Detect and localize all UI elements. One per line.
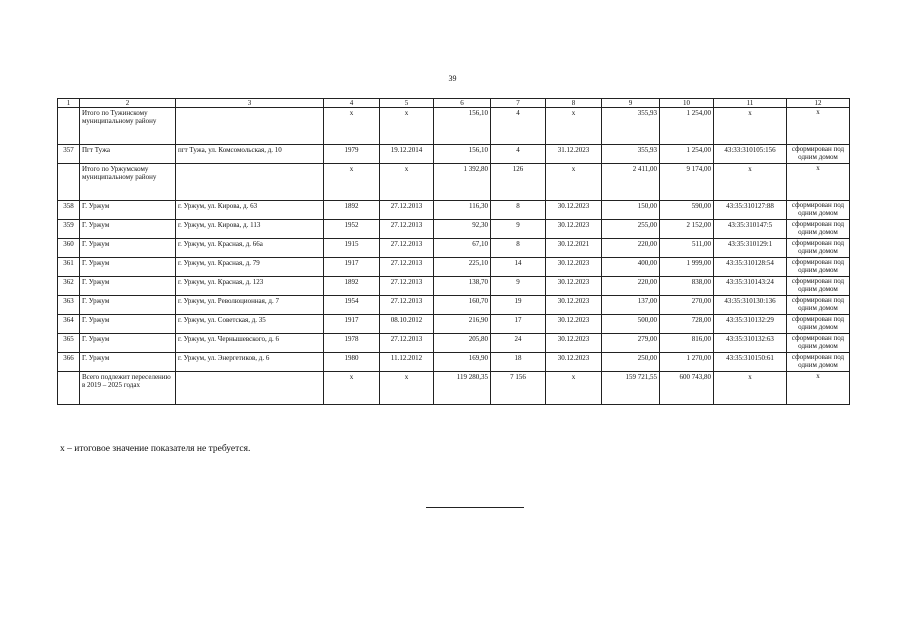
- table-cell: 2 152,00: [660, 220, 714, 239]
- table-cell: 355,93: [602, 145, 660, 164]
- column-number: 2: [80, 99, 176, 108]
- table-cell: 11.12.2012: [380, 353, 434, 372]
- table-row: [58, 220, 850, 239]
- table-cell: 4: [491, 145, 546, 164]
- table-cell: 838,00: [660, 277, 714, 296]
- table-cell: 30.12.2023: [546, 220, 602, 239]
- table-cell: 19.12.2014: [380, 145, 434, 164]
- table-cell: Итого по Тужинскому муниципальному району: [80, 108, 176, 145]
- table-cell: 30.12.2023: [546, 334, 602, 353]
- table-cell: 17: [491, 315, 546, 334]
- table-cell: х: [546, 372, 602, 405]
- table-cell: сформирован под одним домом: [787, 353, 850, 372]
- table-cell: 92,30: [434, 220, 491, 239]
- table-cell: [58, 164, 80, 201]
- table-cell: х: [380, 108, 434, 145]
- table-cell: г. Уржум, ул. Чернышевского, д. 6: [176, 334, 324, 353]
- table-cell: 43:35:310143:24: [714, 277, 787, 296]
- table-cell: 500,00: [602, 315, 660, 334]
- table-cell: [58, 108, 80, 145]
- table-cell: г. Уржум, ул. Энергетиков, д. 6: [176, 353, 324, 372]
- table-cell: 366: [58, 353, 80, 372]
- table-cell: Г. Уржум: [80, 334, 176, 353]
- table-cell: 220,00: [602, 277, 660, 296]
- table-cell: 8: [491, 239, 546, 258]
- table-cell: сформирован под одним домом: [787, 220, 850, 239]
- column-number: 4: [324, 99, 380, 108]
- table-cell: г. Уржум, ул. Кирова, д. 113: [176, 220, 324, 239]
- table-cell: 1892: [324, 277, 380, 296]
- table-cell: 361: [58, 258, 80, 277]
- table-cell: 364: [58, 315, 80, 334]
- table-cell: 138,70: [434, 277, 491, 296]
- table-cell: сформирован под одним домом: [787, 315, 850, 334]
- table-cell: 43:35:310128:54: [714, 258, 787, 277]
- table-cell: 18: [491, 353, 546, 372]
- column-number: 11: [714, 99, 787, 108]
- table-cell: 156,10: [434, 108, 491, 145]
- table-cell: 19: [491, 296, 546, 315]
- table-cell: сформирован под одним домом: [787, 145, 850, 164]
- table-cell: х: [546, 164, 602, 201]
- table-cell: 30.12.2023: [546, 315, 602, 334]
- table-cell: 360: [58, 239, 80, 258]
- table-cell: сформирован под одним домом: [787, 201, 850, 220]
- table-cell: 1915: [324, 239, 380, 258]
- table-cell: х: [787, 164, 850, 201]
- table-cell: [176, 164, 324, 201]
- table-cell: Пгт Тужа: [80, 145, 176, 164]
- table-cell: Г. Уржум: [80, 315, 176, 334]
- table-cell: х: [714, 372, 787, 405]
- table-cell: х: [714, 164, 787, 201]
- table-cell: сформирован под одним домом: [787, 296, 850, 315]
- table-row: [58, 353, 850, 372]
- table-row: [58, 239, 850, 258]
- table-cell: 511,00: [660, 239, 714, 258]
- footnote: х – итоговое значение показателя не требуется.: [60, 444, 251, 454]
- table-cell: 30.12.2023: [546, 277, 602, 296]
- table-cell: 159 721,55: [602, 372, 660, 405]
- table-cell: сформирован под одним домом: [787, 258, 850, 277]
- table-cell: Г. Уржум: [80, 201, 176, 220]
- table-cell: 137,00: [602, 296, 660, 315]
- table-cell: 1954: [324, 296, 380, 315]
- table-cell: 116,30: [434, 201, 491, 220]
- column-number: 3: [176, 99, 324, 108]
- table-cell: Итого по Уржумскому муниципальному району: [80, 164, 176, 201]
- column-number: 6: [434, 99, 491, 108]
- table-cell: 357: [58, 145, 80, 164]
- table-cell: г. Уржум, ул. Советская, д. 35: [176, 315, 324, 334]
- table-cell: 31.12.2023: [546, 145, 602, 164]
- column-number: 1: [58, 99, 80, 108]
- table-cell: 169,90: [434, 353, 491, 372]
- table-cell: 126: [491, 164, 546, 201]
- table-cell: 1892: [324, 201, 380, 220]
- column-number: 7: [491, 99, 546, 108]
- table-cell: 362: [58, 277, 80, 296]
- table-cell: 359: [58, 220, 80, 239]
- table-cell: х: [324, 108, 380, 145]
- table-cell: г. Уржум, ул. Красная, д. 66а: [176, 239, 324, 258]
- table-row: [58, 145, 850, 164]
- table-cell: 24: [491, 334, 546, 353]
- table-cell: 365: [58, 334, 80, 353]
- table-cell: 363: [58, 296, 80, 315]
- table-cell: 43:35:310129:1: [714, 239, 787, 258]
- table-cell: 08.10.2012: [380, 315, 434, 334]
- table-cell: 27.12.2013: [380, 334, 434, 353]
- total-row: [58, 372, 850, 405]
- table-cell: 67,10: [434, 239, 491, 258]
- table-cell: 43:35:310127:88: [714, 201, 787, 220]
- table-cell: 150,00: [602, 201, 660, 220]
- table-cell: 27.12.2013: [380, 201, 434, 220]
- subtotal-row: [58, 164, 850, 201]
- table-cell: 156,10: [434, 145, 491, 164]
- table-cell: 43:35:310132:29: [714, 315, 787, 334]
- table-cell: 1952: [324, 220, 380, 239]
- table-cell: г. Уржум, ул. Революционная, д. 7: [176, 296, 324, 315]
- table-cell: сформирован под одним домом: [787, 334, 850, 353]
- table-cell: г. Уржум, ул. Красная, д. 79: [176, 258, 324, 277]
- table-cell: 27.12.2013: [380, 239, 434, 258]
- column-number: 10: [660, 99, 714, 108]
- table-cell: х: [380, 164, 434, 201]
- table-cell: Всего подлежит переселению в 2019 – 2025 годах: [80, 372, 176, 405]
- table-cell: 270,00: [660, 296, 714, 315]
- table-cell: 30.12.2023: [546, 353, 602, 372]
- page-number: 39: [448, 74, 457, 83]
- table-row: [58, 315, 850, 334]
- table-row: [58, 277, 850, 296]
- column-number: 8: [546, 99, 602, 108]
- table-cell: 1 254,00: [660, 145, 714, 164]
- table-cell: 9: [491, 277, 546, 296]
- table-cell: 279,00: [602, 334, 660, 353]
- table-cell: 255,00: [602, 220, 660, 239]
- table-cell: 27.12.2013: [380, 296, 434, 315]
- table-cell: 250,00: [602, 353, 660, 372]
- table-cell: 1980: [324, 353, 380, 372]
- table-row: [58, 258, 850, 277]
- table-cell: 43:35:310147:5: [714, 220, 787, 239]
- table-cell: г. Уржум, ул. Красная, д. 123: [176, 277, 324, 296]
- table-cell: Г. Уржум: [80, 296, 176, 315]
- table-cell: 30.12.2021: [546, 239, 602, 258]
- table-cell: 43:35:310132:63: [714, 334, 787, 353]
- table-cell: 27.12.2013: [380, 258, 434, 277]
- table-cell: 590,00: [660, 201, 714, 220]
- table-cell: 1 392,80: [434, 164, 491, 201]
- table-row: [58, 334, 850, 353]
- table-cell: 9: [491, 220, 546, 239]
- table-cell: 1 270,00: [660, 353, 714, 372]
- table-cell: 43:35:310130:136: [714, 296, 787, 315]
- table-cell: сформирован под одним домом: [787, 277, 850, 296]
- table-cell: 14: [491, 258, 546, 277]
- table-cell: 119 280,35: [434, 372, 491, 405]
- table-cell: 225,10: [434, 258, 491, 277]
- table-cell: х: [324, 372, 380, 405]
- table-cell: [58, 372, 80, 405]
- table-cell: 7 156: [491, 372, 546, 405]
- table-cell: 30.12.2023: [546, 296, 602, 315]
- table-cell: 816,00: [660, 334, 714, 353]
- table-cell: [176, 372, 324, 405]
- table-cell: х: [787, 108, 850, 145]
- table-cell: 1 999,00: [660, 258, 714, 277]
- column-number: 5: [380, 99, 434, 108]
- subtotal-row: [58, 108, 850, 145]
- table-cell: 4: [491, 108, 546, 145]
- table-cell: [176, 108, 324, 145]
- table-cell: х: [787, 372, 850, 405]
- closing-rule-line: [426, 507, 524, 508]
- table-cell: 205,80: [434, 334, 491, 353]
- table-cell: х: [324, 164, 380, 201]
- table-cell: 358: [58, 201, 80, 220]
- table-row: [58, 296, 850, 315]
- table-cell: Г. Уржум: [80, 277, 176, 296]
- table-cell: 27.12.2013: [380, 277, 434, 296]
- table-cell: 9 174,00: [660, 164, 714, 201]
- table-cell: сформирован под одним домом: [787, 239, 850, 258]
- table-cell: 30.12.2023: [546, 258, 602, 277]
- table-cell: г. Уржум, ул. Кирова, д. 63: [176, 201, 324, 220]
- table-cell: 1 254,00: [660, 108, 714, 145]
- table-cell: 355,93: [602, 108, 660, 145]
- table-cell: Г. Уржум: [80, 258, 176, 277]
- resettlement-table: [57, 98, 850, 405]
- table-cell: 2 411,00: [602, 164, 660, 201]
- table-cell: 30.12.2023: [546, 201, 602, 220]
- column-number: 12: [787, 99, 850, 108]
- table-cell: Г. Уржум: [80, 239, 176, 258]
- table-cell: 728,00: [660, 315, 714, 334]
- column-number-row: [58, 99, 850, 108]
- table-cell: х: [380, 372, 434, 405]
- table-cell: 1978: [324, 334, 380, 353]
- table-cell: Г. Уржум: [80, 220, 176, 239]
- table-cell: 1917: [324, 315, 380, 334]
- table-cell: 43:35:310150:61: [714, 353, 787, 372]
- table-cell: 8: [491, 201, 546, 220]
- table-cell: 43:33:310105:156: [714, 145, 787, 164]
- column-number: 9: [602, 99, 660, 108]
- table-cell: х: [714, 108, 787, 145]
- table-cell: 27.12.2013: [380, 220, 434, 239]
- table-cell: 1917: [324, 258, 380, 277]
- table-cell: 216,90: [434, 315, 491, 334]
- table-cell: 160,70: [434, 296, 491, 315]
- table-cell: пгт Тужа, ул. Комсомольская, д. 10: [176, 145, 324, 164]
- table-cell: 1979: [324, 145, 380, 164]
- table-cell: Г. Уржум: [80, 353, 176, 372]
- table-cell: 400,00: [602, 258, 660, 277]
- table-cell: 220,00: [602, 239, 660, 258]
- table-cell: х: [546, 108, 602, 145]
- table-cell: 600 743,80: [660, 372, 714, 405]
- table-row: [58, 201, 850, 220]
